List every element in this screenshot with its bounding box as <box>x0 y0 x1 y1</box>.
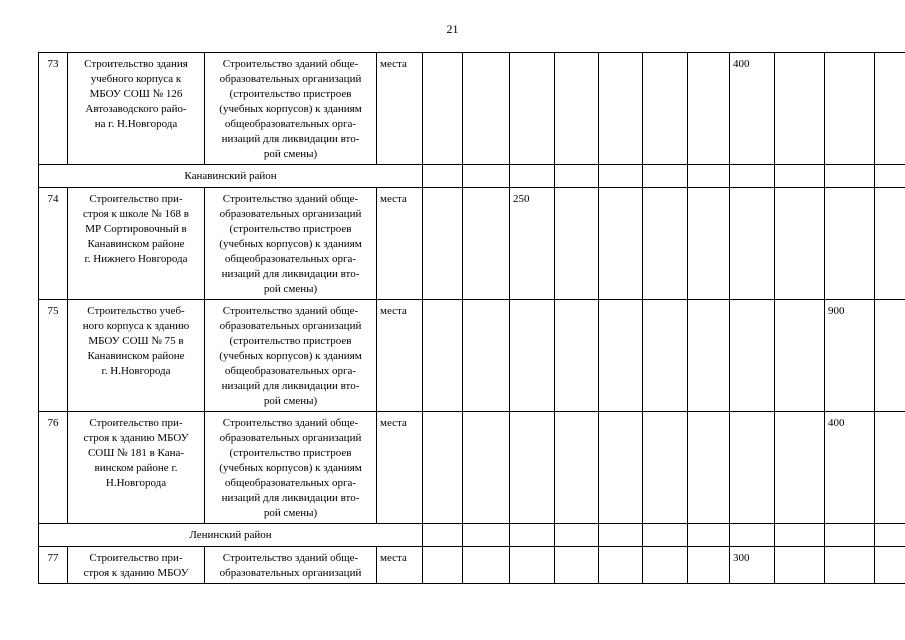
empty-cell <box>688 524 730 547</box>
value-cell <box>643 188 688 300</box>
object-description-line: образовательных организаций <box>219 432 362 444</box>
object-name <box>68 53 205 165</box>
object-name-line: МБОУ СОШ № 126 <box>89 88 183 100</box>
empty-cell <box>875 524 905 547</box>
object-name-line: строя к школе № 168 в <box>83 208 189 220</box>
object-description-line: рой смены) <box>263 507 318 519</box>
value-cell <box>730 412 775 524</box>
value-cell <box>599 53 643 165</box>
empty-cell <box>730 165 775 188</box>
value-cell <box>599 300 643 412</box>
object-description-line: Строительство зданий обще- <box>222 58 359 70</box>
value-cell <box>875 53 905 165</box>
object-name-line: СОШ № 181 в Кана- <box>87 447 185 459</box>
object-description-line: (учебных корпусов) к зданиям <box>219 350 362 362</box>
row-number: 74 <box>39 188 68 300</box>
value-cell <box>463 300 510 412</box>
value-cell <box>775 188 825 300</box>
value-cell <box>688 53 730 165</box>
value-cell <box>825 188 875 300</box>
empty-cell <box>423 165 463 188</box>
value-cell <box>643 547 688 584</box>
object-name-line: Автозаводского райо- <box>85 103 187 115</box>
object-name-line: Строительство учеб- <box>87 305 185 317</box>
value-cell <box>423 53 463 165</box>
object-description-line: образовательных организаций <box>219 320 362 332</box>
value-cell <box>875 547 905 584</box>
object-name-line: МР Сортировочный в <box>85 223 187 235</box>
object-name-line: г. Нижнего Новгорода <box>84 253 188 265</box>
district-label: Канавинский район <box>39 165 423 188</box>
empty-cell <box>510 524 555 547</box>
object-description-line: низаций для ликвидации вто- <box>221 492 360 504</box>
object-name-line: Строительство здания <box>84 58 188 70</box>
object-description-line: Строительство зданий обще- <box>222 417 359 429</box>
value-cell <box>730 300 775 412</box>
object-name-line: ного корпуса к зданию <box>82 320 190 332</box>
table-row <box>39 188 905 300</box>
object-name-line: учебного корпуса к <box>90 73 182 85</box>
value-cell <box>555 188 599 300</box>
district-row <box>39 524 905 547</box>
empty-cell <box>643 165 688 188</box>
table-row <box>39 412 905 524</box>
object-description <box>205 300 377 412</box>
value-cell <box>775 412 825 524</box>
value-cell <box>463 53 510 165</box>
value-cell <box>643 53 688 165</box>
value-cell <box>688 188 730 300</box>
value-cell <box>688 547 730 584</box>
program-table <box>38 52 905 584</box>
object-name-line: строя к зданию МБОУ <box>83 432 189 444</box>
value-cell <box>775 53 825 165</box>
value-cell <box>510 412 555 524</box>
value-cell <box>463 412 510 524</box>
page-number: 21 <box>446 22 459 36</box>
unit-cell: места <box>377 300 423 412</box>
object-name-line: на г. Н.Новгорода <box>94 118 178 130</box>
object-name-line: Канавинском районе <box>87 238 185 250</box>
value-cell <box>599 412 643 524</box>
value-cell <box>688 412 730 524</box>
value-cell: 400 <box>730 53 775 165</box>
object-name <box>68 412 205 524</box>
value-cell <box>825 547 875 584</box>
object-name-line: строя к зданию МБОУ <box>83 567 189 579</box>
empty-cell <box>463 524 510 547</box>
object-description-line: рой смены) <box>263 148 318 160</box>
value-cell <box>423 547 463 584</box>
object-description-line: (учебных корпусов) к зданиям <box>219 103 362 115</box>
object-description-line: низаций для ликвидации вто- <box>221 268 360 280</box>
value-cell: 300 <box>730 547 775 584</box>
table-row <box>39 547 905 584</box>
object-description-line: образовательных организаций <box>219 208 362 220</box>
object-name-line: г. Н.Новгорода <box>101 365 171 377</box>
value-cell <box>510 53 555 165</box>
object-description-line: рой смены) <box>263 283 318 295</box>
empty-cell <box>825 165 875 188</box>
object-name <box>68 547 205 584</box>
value-cell <box>510 300 555 412</box>
unit-cell: места <box>377 547 423 584</box>
empty-cell <box>423 524 463 547</box>
empty-cell <box>463 165 510 188</box>
empty-cell <box>688 165 730 188</box>
object-description-line: общеобразовательных орга- <box>224 477 357 489</box>
object-description-line: низаций для ликвидации вто- <box>221 133 360 145</box>
value-cell <box>423 412 463 524</box>
value-cell: 400 <box>825 412 875 524</box>
value-cell <box>423 300 463 412</box>
object-description-line: общеобразовательных орга- <box>224 118 357 130</box>
value-cell <box>599 188 643 300</box>
unit-cell: места <box>377 188 423 300</box>
table-row <box>39 300 905 412</box>
empty-cell <box>875 165 905 188</box>
district-row <box>39 165 905 188</box>
value-cell <box>730 188 775 300</box>
object-description-line: (строительство пристроев <box>229 88 352 100</box>
object-description-line: Строительство зданий обще- <box>222 552 359 564</box>
object-description-line: образовательных организаций <box>219 73 362 85</box>
object-name-line: Строительство при- <box>89 552 183 564</box>
empty-cell <box>775 165 825 188</box>
empty-cell <box>775 524 825 547</box>
object-description <box>205 412 377 524</box>
object-name <box>68 300 205 412</box>
row-number: 73 <box>39 53 68 165</box>
value-cell <box>875 188 905 300</box>
object-description-line: (строительство пристроев <box>229 223 352 235</box>
unit-cell: места <box>377 412 423 524</box>
object-name-line: МБОУ СОШ № 75 в <box>88 335 184 347</box>
object-description <box>205 188 377 300</box>
row-number: 77 <box>39 547 68 584</box>
object-description <box>205 53 377 165</box>
table-body <box>39 53 905 584</box>
empty-cell <box>643 524 688 547</box>
value-cell <box>463 547 510 584</box>
object-description <box>205 547 377 584</box>
district-label: Ленинский район <box>39 524 423 547</box>
object-name-line: Строительство при- <box>89 193 183 205</box>
object-description-line: (учебных корпусов) к зданиям <box>219 462 362 474</box>
object-description-line: общеобразовательных орга- <box>224 365 357 377</box>
row-number: 76 <box>39 412 68 524</box>
value-cell <box>643 300 688 412</box>
unit-cell: места <box>377 53 423 165</box>
empty-cell <box>555 165 599 188</box>
object-name-line: Н.Новгорода <box>105 477 167 489</box>
value-cell <box>555 547 599 584</box>
object-description-line: рой смены) <box>263 395 318 407</box>
object-description-line: (строительство пристроев <box>229 335 352 347</box>
object-name-line: винском районе г. <box>94 462 178 474</box>
value-cell <box>875 300 905 412</box>
value-cell <box>825 53 875 165</box>
empty-cell <box>825 524 875 547</box>
value-cell <box>510 547 555 584</box>
object-description-line: Строительство зданий обще- <box>222 305 359 317</box>
object-description-line: общеобразовательных орга- <box>224 253 357 265</box>
empty-cell <box>510 165 555 188</box>
object-name-line: Строительство при- <box>89 417 183 429</box>
value-cell <box>688 300 730 412</box>
value-cell: 250 <box>510 188 555 300</box>
value-cell <box>555 300 599 412</box>
table-row <box>39 53 905 165</box>
object-description-line: (строительство пристроев <box>229 447 352 459</box>
value-cell <box>555 412 599 524</box>
value-cell <box>555 53 599 165</box>
value-cell <box>775 547 825 584</box>
empty-cell <box>555 524 599 547</box>
object-description-line: Строительство зданий обще- <box>222 193 359 205</box>
empty-cell <box>730 524 775 547</box>
value-cell <box>643 412 688 524</box>
object-description-line: низаций для ликвидации вто- <box>221 380 360 392</box>
value-cell <box>463 188 510 300</box>
value-cell <box>875 412 905 524</box>
value-cell <box>599 547 643 584</box>
row-number: 75 <box>39 300 68 412</box>
empty-cell <box>599 165 643 188</box>
empty-cell <box>599 524 643 547</box>
object-description-line: (учебных корпусов) к зданиям <box>219 238 362 250</box>
value-cell <box>423 188 463 300</box>
object-name <box>68 188 205 300</box>
value-cell <box>775 300 825 412</box>
value-cell: 900 <box>825 300 875 412</box>
object-name-line: Канавинском районе <box>87 350 185 362</box>
object-description-line: образовательных организаций <box>219 567 362 579</box>
